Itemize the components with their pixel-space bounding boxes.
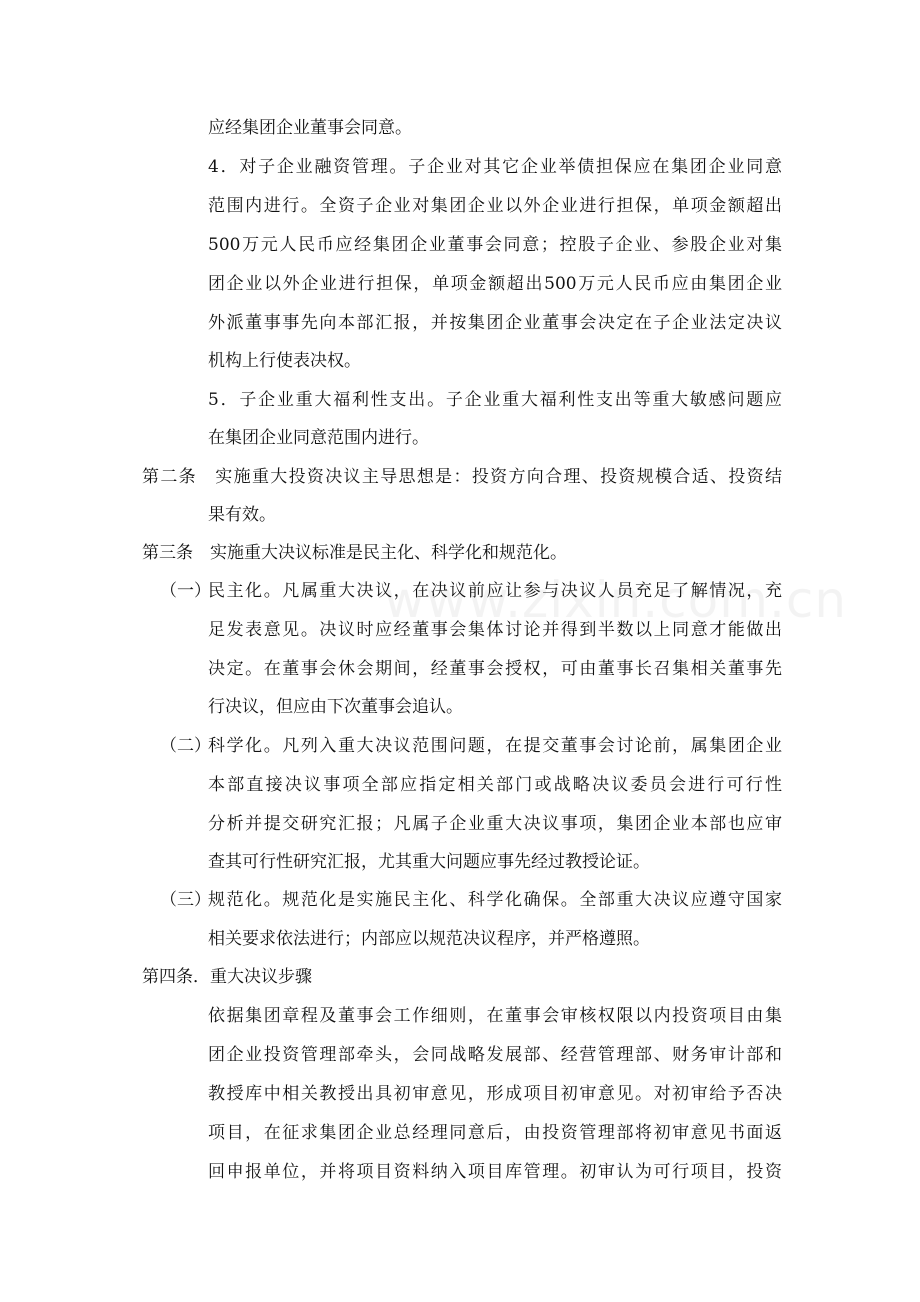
paragraph-line: 500万元人民币应经集团企业董事会同意；控股子企业、参股企业对集	[208, 235, 782, 255]
paragraph-line: 决定。在董事会休会期间，经董事会授权，可由董事长召集相关董事先	[208, 659, 782, 679]
paragraph-line: 教授库中相关教授出具初审意见，形成项目初审意见。对初审给予否决	[208, 1084, 782, 1104]
paragraph-line: 外派董事事先向本部汇报，并按集团企业董事会决定在子企业法定决议	[208, 313, 782, 333]
paragraph-line: 相关要求依法进行；内部应以规范决议程序，并严格遵照。	[208, 929, 650, 949]
paragraph-line: 规范化。规范化是实施民主化、科学化确保。全部重大决议应遵守国家	[208, 890, 782, 910]
paragraph-line: 在集团企业同意范围内进行。	[208, 428, 429, 448]
paragraph-line: 果有效。	[208, 505, 276, 525]
paragraph-line: 分析并提交研究汇报；凡属子企业重大决议事项，集团企业本部也应审	[208, 814, 782, 834]
article-heading-line: 第三条 实施重大决议标准是民主化、科学化和规范化。	[142, 543, 567, 563]
paragraph-line: 本部直接决议事项全部应指定相关部门或战略决议委员会进行可行性	[208, 775, 782, 795]
paragraph-line: 机构上行使表决权。	[208, 351, 361, 371]
list-item-label: （二）	[160, 736, 211, 756]
article-heading-line: 第四条．重大决议步骤	[142, 967, 312, 987]
paragraph-line: 4．对子企业融资管理。子企业对其它企业举债担保应在集团企业同意	[208, 157, 782, 177]
paragraph-line: 项目，在征求集团企业总经理同意后，由投资管理部将初审意见书面返	[208, 1123, 782, 1143]
article-heading-line: 第二条 实施重大投资决议主导思想是：投资方向合理、投资规模合适、投资结	[142, 467, 782, 487]
paragraph-line: 范围内进行。全资子企业对集团企业以外企业进行担保，单项金额超出	[208, 196, 782, 216]
paragraph-line: 5．子企业重大福利性支出。子企业重大福利性支出等重大敏感问题应	[208, 390, 782, 410]
paragraph-line: 团企业投资管理部牵头，会同战略发展部、经营管理部、财务审计部和	[208, 1045, 782, 1065]
paragraph-line: 查其可行性研究汇报，尤其重大问题应事先经过教授论证。	[208, 852, 650, 872]
list-item-label: （三）	[160, 890, 211, 910]
paragraph-line: 回申报单位，并将项目资料纳入项目库管理。初审认为可行项目，投资	[208, 1162, 782, 1182]
paragraph-line: 依据集团章程及董事会工作细则，在董事会审核权限以内投资项目由集	[208, 1006, 782, 1026]
paragraph-line: 行决议，但应由下次董事会追认。	[208, 697, 463, 717]
paragraph-line: 民主化。凡属重大决议，在决议前应让参与决议人员充足了解情况，充	[208, 581, 782, 601]
paragraph-line: 团企业以外企业进行担保，单项金额超出500万元人民币应由集团企业	[208, 274, 782, 294]
paragraph-line: 科学化。凡列入重大决议范围问题，在提交董事会讨论前，属集团企业	[208, 736, 782, 756]
list-item-label: （一）	[160, 581, 211, 601]
paragraph-line: 应经集团企业董事会同意。	[208, 118, 412, 138]
paragraph-line: 足发表意见。决议时应经董事会集体讨论并得到半数以上同意才能做出	[208, 620, 782, 640]
